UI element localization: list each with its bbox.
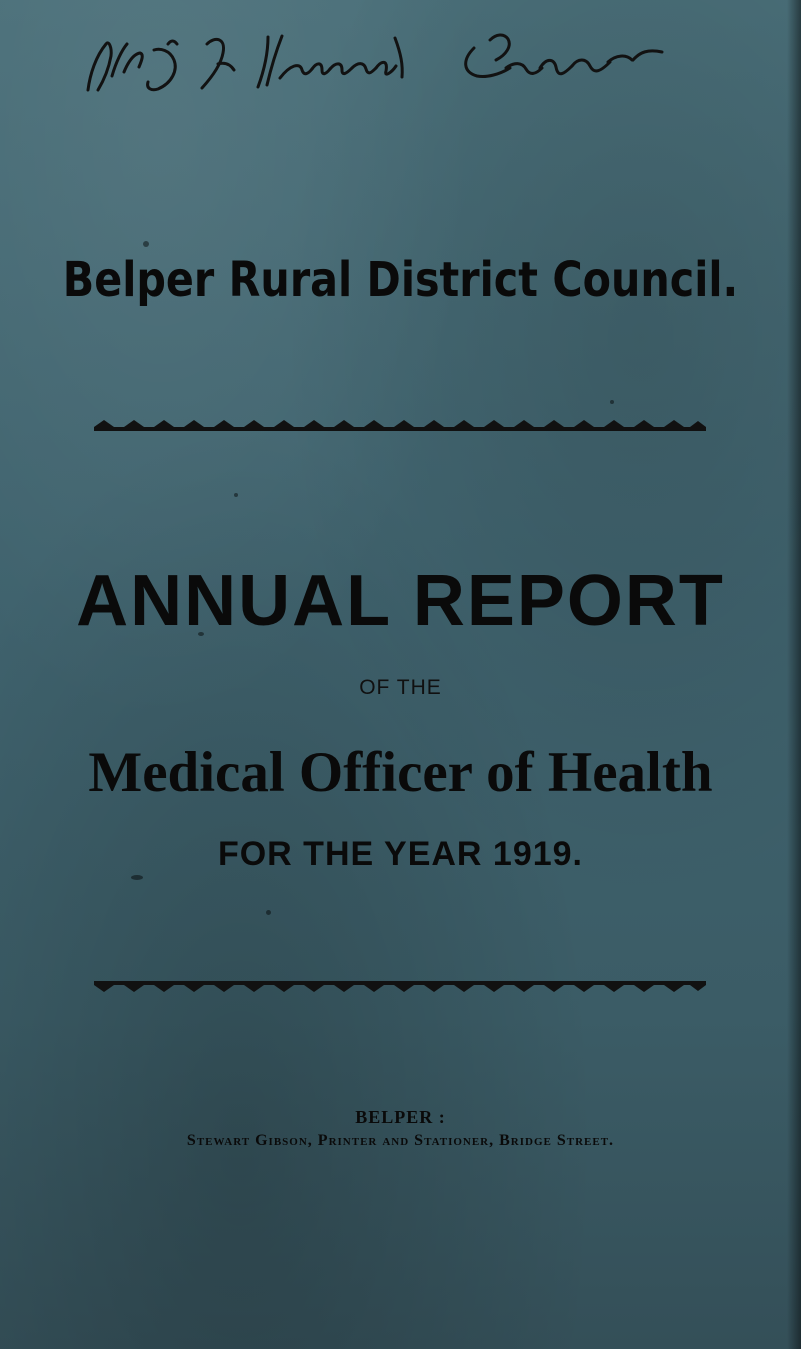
printer-line: Stewart Gibson, Printer and Stationer, Bridge Street. (186, 1132, 615, 1149)
ornamental-rule-bottom (94, 975, 706, 999)
handwritten-inscription (70, 20, 680, 110)
council-name: Belper Rural District Council. (62, 252, 739, 308)
report-title: ANNUAL REPORT (76, 561, 725, 641)
ornamental-rule-top (94, 412, 706, 436)
officer-title: Medical Officer of Health (88, 741, 713, 804)
place-line: BELPER : (355, 1107, 446, 1127)
page-edge-shadow (787, 0, 801, 1349)
ink-speck (234, 493, 238, 497)
of-the-line: OF THE (359, 676, 442, 699)
ink-speck (131, 875, 143, 880)
ink-speck (198, 632, 204, 636)
year-line: FOR THE YEAR 1919. (217, 835, 584, 873)
ink-speck (266, 910, 271, 915)
ink-speck (610, 400, 614, 404)
ink-speck (143, 241, 149, 247)
